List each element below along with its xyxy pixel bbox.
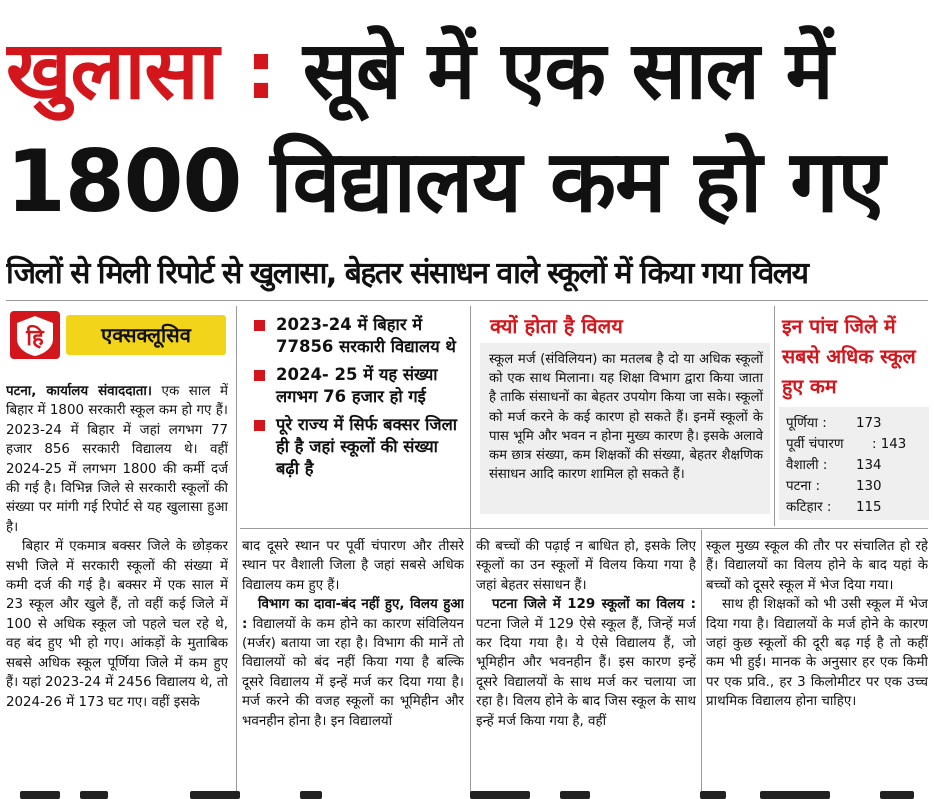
district-value: 134 bbox=[856, 458, 882, 473]
district-row bbox=[786, 435, 926, 455]
subheadline: जिलों से मिली रिपोर्ट से खुलासा, बेहतर संसाधन वाले स्कूलों में किया गया विलय bbox=[6, 256, 808, 291]
column-divider-4 bbox=[774, 306, 775, 526]
column-divider-2 bbox=[470, 306, 471, 792]
article-column-2 bbox=[242, 537, 464, 792]
headline-line-1-text: सूबे में एक साल में bbox=[302, 24, 833, 117]
district-row bbox=[786, 456, 926, 476]
article-col4-p1: स्कूल मुख्य स्कूल की तौर पर संचालित हो रहे हैं। विद्यालयों का विलय होने के बाद यहां के बच्चों को दूसरे स्कूल में भेज दिया गया। bbox=[706, 539, 928, 593]
district-row bbox=[786, 498, 926, 518]
highlight-text: 2023-24 में बिहार में 77856 सरकारी विद्यालय थे bbox=[276, 315, 456, 356]
headline-prefix: खुलासा : bbox=[6, 24, 277, 117]
article-column-4 bbox=[706, 537, 928, 792]
highlight-text: पूरे राज्य में सिर्फ बक्सर जिला ही है जहां स्कूलों की संख्या बढ़ी है bbox=[276, 415, 458, 478]
cut-off-text-strip bbox=[0, 791, 934, 799]
districts-box-title: इन पांच जिले में सबसे अधिक स्कूल हुए कम bbox=[782, 315, 916, 398]
district-row bbox=[786, 414, 926, 434]
article-col3-p2: पटना जिले में 129 ऐसे स्कूल हैं, जिन्हें मर्ज कर दिया गया है। ये ऐसे विद्यालय हैं, जो भूमिहीन और भवनहीन हैं। इस कारण इन्हें दूसरे विद्यालयों के साथ मर्ज कर चलाया जा रहा है। विलय होने के बाद जिस स्कूल के साथ इन्हें मर्ज किया गया है, वहीं bbox=[476, 616, 696, 729]
highlight-item bbox=[252, 364, 462, 408]
district-name: पूर्णिया : bbox=[786, 416, 827, 431]
highlights-list bbox=[252, 314, 462, 486]
article-column-1 bbox=[6, 382, 228, 792]
exclusive-label: एक्सक्लूसिव bbox=[66, 315, 226, 355]
headline-line-1 bbox=[6, 16, 928, 126]
column-divider-3 bbox=[701, 530, 702, 792]
article-col2-p1: बाद दूसरे स्थान पर पूर्वी चंपारण और तीसरे स्थान पर वैशाली जिला है जहां सबसे अधिक विद्यालय कम हुए हैं। bbox=[242, 539, 464, 593]
article-col1-p2: बिहार में एकमात्र बक्सर जिले के छोड़कर सभी जिले में सरकारी स्कूलों की संख्या में कमी दर्ज की गई है। बक्सर में एक साल में 23 स्कूल और खुले हैं, तो वहीं कई जिले में 100 से अधिक स्कूल जो पहले चल रहे थे, वह बंद हुए भी हो गए। आंकड़ों के मुताबिक सबसे अधिक स्कूल पूर्णिया जिले में कम हुए हैं। यहां 2023-24 में 2456 विद्यालय थे, तो 2024-26 में 173 घट गए। वहीं इसके bbox=[6, 539, 228, 710]
district-row bbox=[786, 477, 926, 497]
district-value: 115 bbox=[856, 500, 882, 515]
article-col3-p1: की बच्चों की पढ़ाई न बाधित हो, इसके लिए स्कूलों का उन स्कूलों में विलय किया गया है जहां बेहतर संसाधन हैं। bbox=[476, 539, 696, 593]
why-box-text: स्कूल मर्ज (संविलियन) का मतलब है दो या अधिक स्कूलों को एक साथ मिलाना। यह शिक्षा विभाग द्वारा किया जाता है ताकि संसाधनों का बेहतर उपयोग किया जा सके। स्कूलों को मर्ज करने के कई कारण हो सकते हैं। इनमें स्कूलों के पास भूमि और भवन न होना मुख्य कारण है। इसके अलावे कम छात्र संख्या, कम शिक्षकों की संख्या, बेहतर शैक्षणिक संसाधन आदि कारण शामिल हो सकते हैं। bbox=[489, 352, 763, 483]
highlight-item bbox=[252, 414, 462, 480]
article-col3-subhead: पटना जिले में 129 स्कूलों का विलय : bbox=[492, 597, 696, 613]
highlight-item bbox=[252, 314, 462, 358]
article-col1-p1: एक साल में बिहार में 1800 सरकारी स्कूल कम हो गए हैं। 2023-24 में बिहार में जहां लगभग 77 हजार 856 सरकारी विद्यालय थे। वहीं 2024-25 में लगभग 1800 की कर्मी दर्ज की गई है। विभिन्न जिले से सरकारी स्कूलों की संख्या पर मांगी गई रिपोर्ट से यह खुलासा हुआ है। bbox=[6, 384, 228, 535]
district-value: : 143 bbox=[872, 437, 907, 452]
article-col4-p2: साथ ही शिक्षकों को भी उसी स्कूल में भेज दिया गया है। विद्यालयों के मर्ज होने के कारण जहां कुछ स्कूलों की दूरी बढ़ गई है तो कहीं कम भी हुई। मानक के अनुसार हर एक किमी पर एक प्रवि., हर 3 किलोमीटर पर एक उच्च प्राथमिक विद्यालय होना चाहिए। bbox=[706, 597, 928, 710]
exclusive-badge bbox=[10, 311, 228, 359]
why-box-title: क्यों होता है विलय bbox=[490, 314, 623, 338]
hindustan-logo bbox=[10, 311, 60, 359]
column-divider-1 bbox=[236, 306, 237, 792]
byline: पटना, कार्यालय संवाददाता। bbox=[6, 384, 152, 399]
district-value: 173 bbox=[856, 416, 882, 431]
article-column-3 bbox=[476, 537, 696, 792]
district-name: वैशाली : bbox=[786, 458, 828, 473]
district-value: 130 bbox=[856, 479, 882, 494]
article-col2-p2: विद्यालयों के कम होने का कारण संविलियन (मर्जर) बताया जा रहा है। विभाग की मानें तो विद्यालयों को बंद नहीं किया गया है बल्कि दूसरे विद्यालय में इन्हें मर्ज कर दिया गया है। मर्ज करने की वजह स्कूलों का भूमिहीन और भवनहीन होना है। इन विद्यालयों bbox=[242, 616, 464, 729]
box-divider bbox=[240, 528, 928, 529]
highlight-text: 2024- 25 में यह संख्या लगभग 76 हजार हो गई bbox=[276, 365, 438, 406]
district-name: पटना : bbox=[786, 479, 821, 494]
district-name: पूर्वी चंपारण bbox=[786, 437, 844, 452]
headline-line-2: 1800 विद्यालय कम हो गए bbox=[6, 132, 885, 232]
top-divider bbox=[6, 300, 928, 301]
logo-letter: हि bbox=[26, 326, 44, 351]
article-col2-subhead: विभाग का दावा-बंद नहीं हुए, विलय हुआ : bbox=[242, 597, 464, 632]
district-name: कटिहार : bbox=[786, 500, 832, 515]
